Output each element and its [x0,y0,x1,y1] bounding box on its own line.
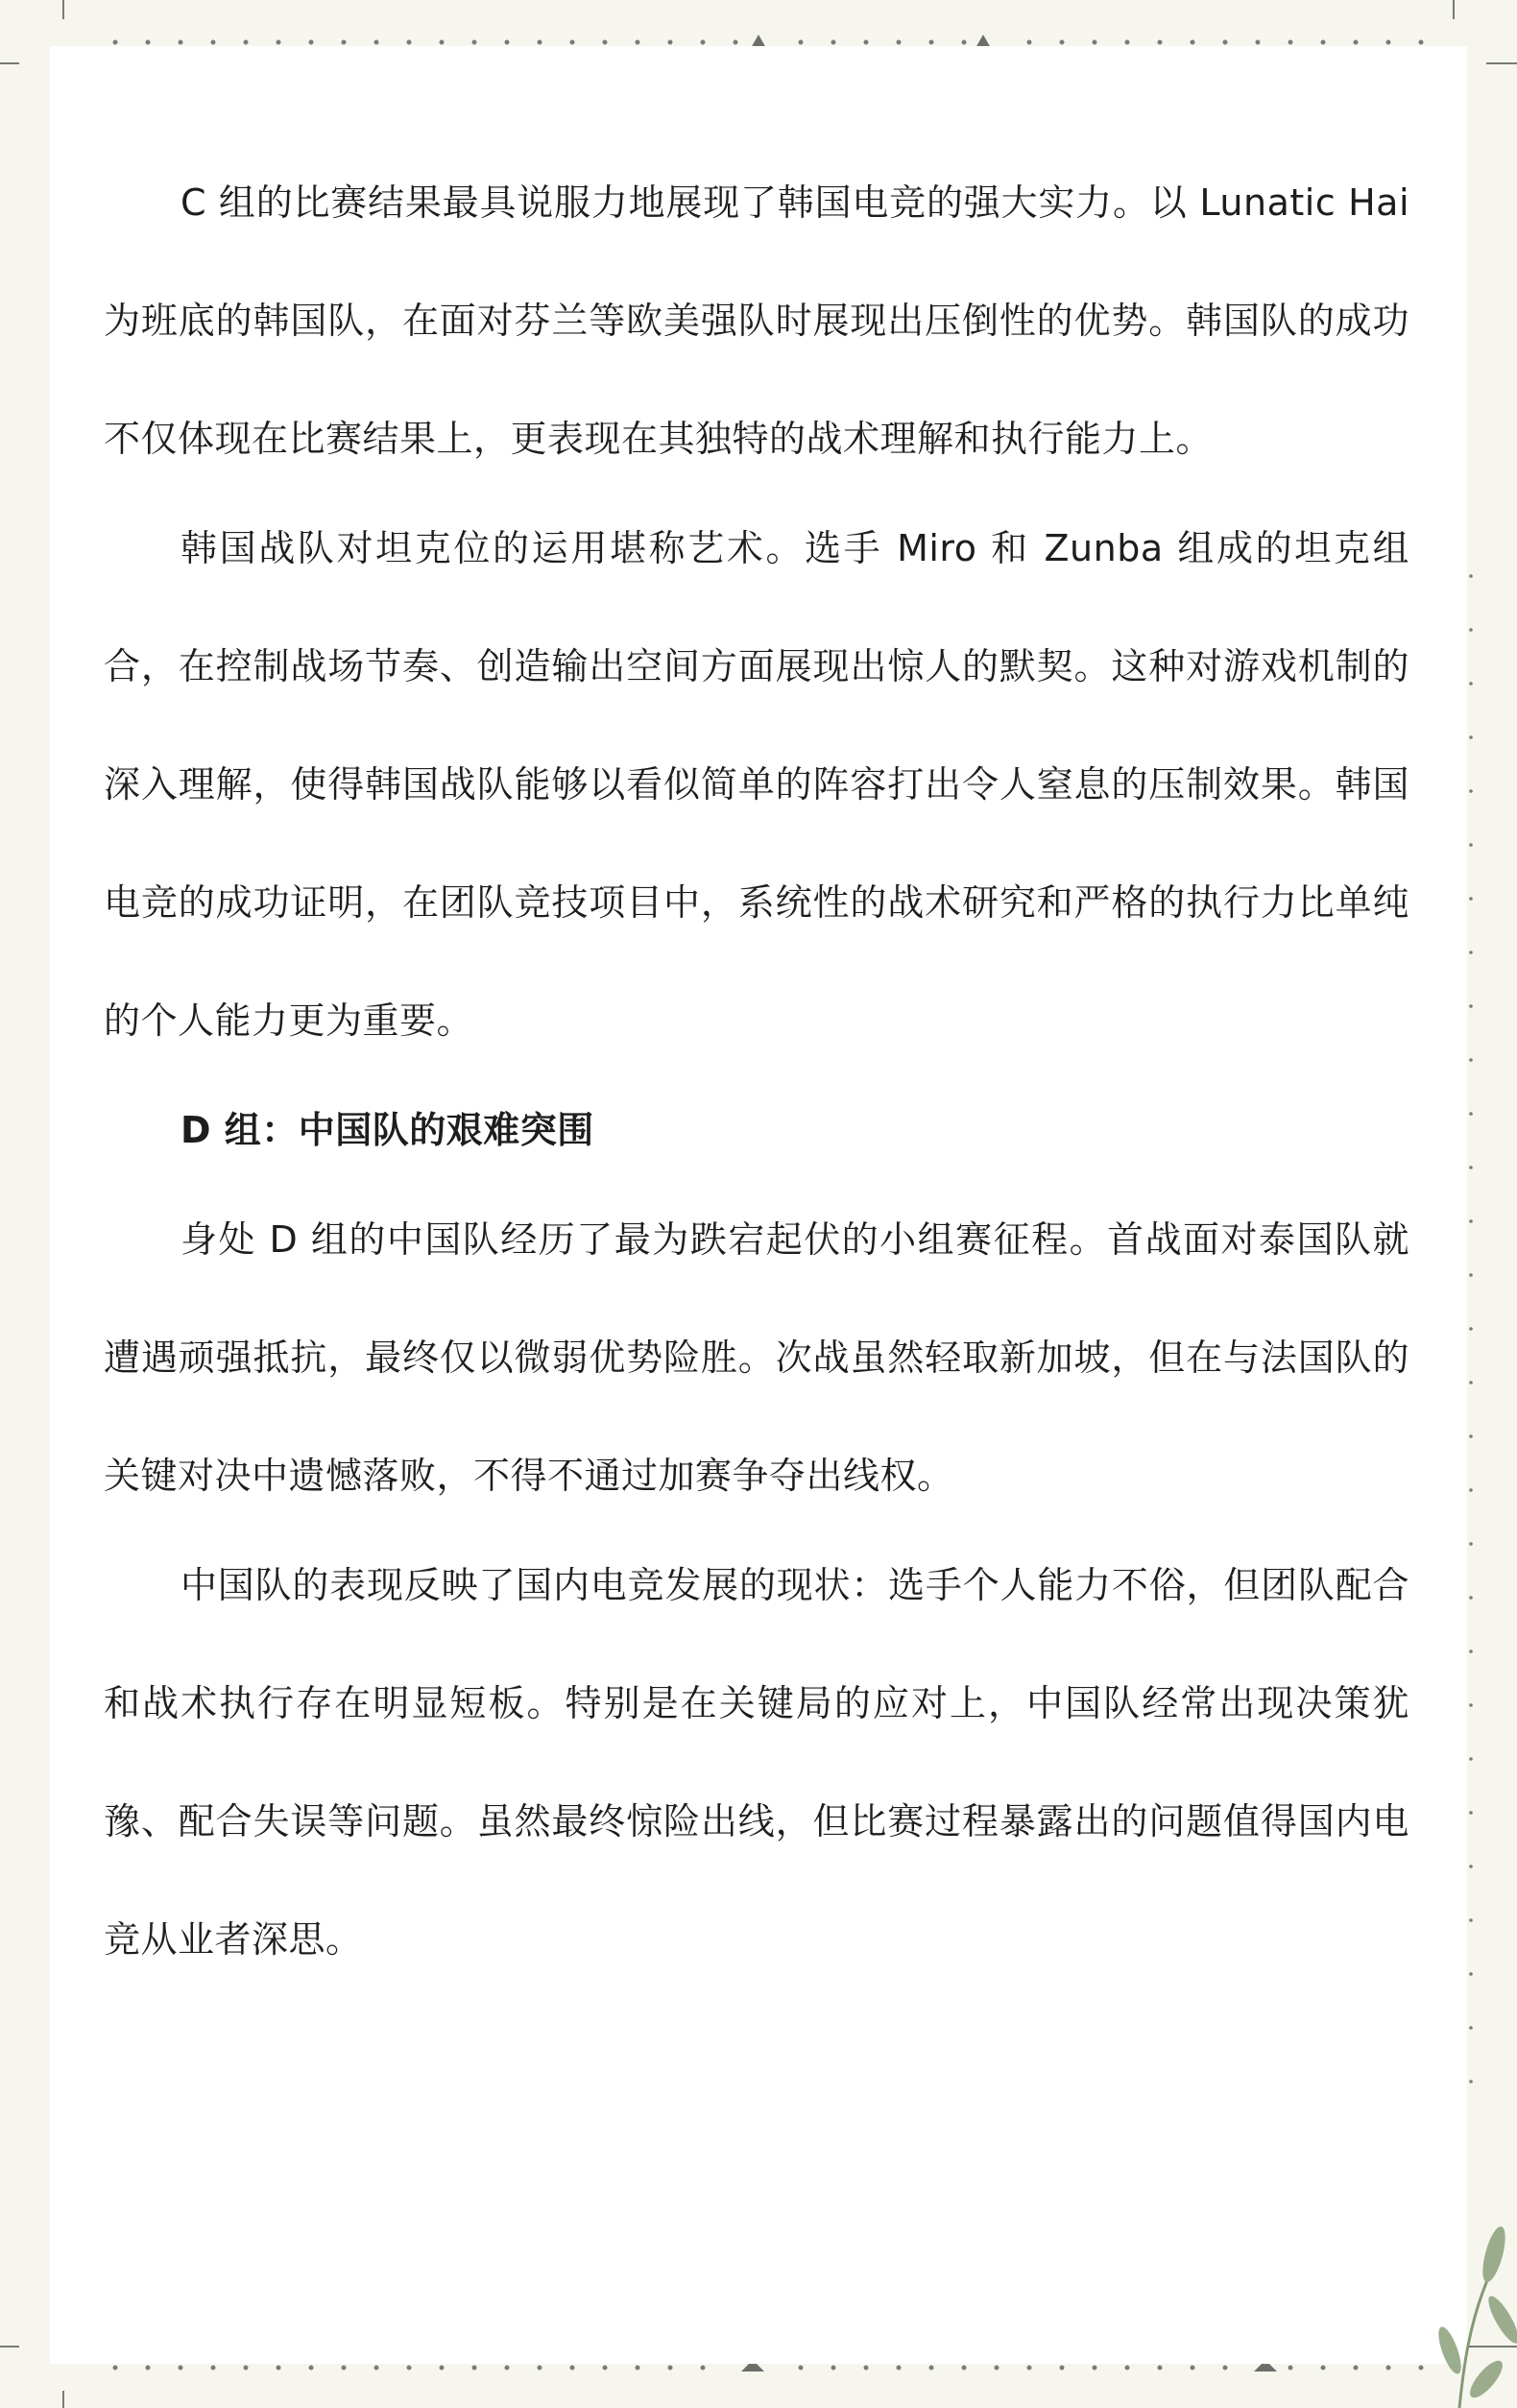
border-dot [277,2366,281,2371]
border-dot [1223,2366,1228,2371]
border-dot [1469,1703,1473,1707]
border-dot [1321,2366,1326,2371]
border-dot [538,40,542,45]
border-dot [472,2366,477,2371]
border-dot [146,40,151,45]
border-dot [1469,1381,1473,1385]
border-dot [1125,40,1130,45]
border-dot [472,40,477,45]
border-dot [374,2366,379,2371]
border-dot [1469,628,1473,632]
border-dot [179,2366,183,2371]
border-dot [799,2366,804,2371]
border-dot [1469,1166,1473,1169]
leaf-sprig-icon [1402,2216,1517,2408]
border-dot [1469,2026,1473,2030]
border-dot [1223,40,1228,45]
border-dot [309,2366,314,2371]
border-dot [1158,40,1163,45]
border-dot [440,2366,445,2371]
border-dot [668,40,673,45]
border-dot [211,2366,216,2371]
border-dot [1469,1918,1473,1922]
border-dot [1419,40,1424,45]
border-dot [1469,682,1473,686]
border-dot [1469,1757,1473,1761]
border-dot [1125,2366,1130,2371]
border-dot [1469,1058,1473,1062]
border-dot [113,40,118,45]
border-dot [1469,1649,1473,1653]
border-dot [603,2366,608,2371]
border-dot [1288,2366,1293,2371]
border-dot [113,2366,118,2371]
border-dot [407,40,412,45]
border-dot [1469,1488,1473,1492]
border-dot [864,40,869,45]
border-dot [1469,843,1473,847]
border-dot [929,40,934,45]
border-dot [1469,789,1473,793]
article-body [104,144,1409,1990]
border-dot [538,2366,542,2371]
border-dot [701,40,706,45]
border-dot [1288,40,1293,45]
border-dot [1469,1596,1473,1600]
border-dot [1158,2366,1163,2371]
border-dot [342,2366,347,2371]
border-dot [309,40,314,45]
border-dot [1354,2366,1359,2371]
border-dot [734,40,738,45]
border-dot [1191,40,1195,45]
border-dot [1469,735,1473,739]
border-dot [603,40,608,45]
border-dot [1469,1434,1473,1438]
border-dot [929,2366,934,2371]
border-dot [244,2366,249,2371]
border-dot [146,2366,151,2371]
border-dot [1469,1327,1473,1331]
border-dot [897,40,902,45]
border-dot [1093,40,1097,45]
paragraph: 身处 D 组的中国队经历了最为跌宕起伏的小组赛征程。首战面对泰国队就遭遇顽强抵抗，最终仅以微弱优势险胜。次战虽然轻取新加坡，但在与法国队的关键对决中遗憾落败，不得不通过加赛争夺出线权。 [104,1218,1409,1497]
border-dot [897,2366,902,2371]
border-dot [1027,40,1032,45]
paragraph: 韩国战队对坦克位的运用堪称艺术。选手 Miro 和 Zunba 组成的坦克组合，在控制战场节奏、创造输出空间方面展现出惊人的默契。这种对游戏机制的深入理解，使得韩国战队能够以看似简单的阵容打出令人窒息的压制效果。韩国电竞的成功证明，在团队竞技项目中，系统性的战术研究和严格的执行力比单纯的个人能力更为重要。 [104,527,1409,1042]
border-dot [1060,40,1065,45]
border-dot [831,40,836,45]
border-dot [1093,2366,1097,2371]
border-dot [1469,897,1473,901]
border-dot [570,2366,575,2371]
border-dot [995,2366,999,2371]
border-dot [1191,2366,1195,2371]
border-dot [1469,2080,1473,2083]
border-dot [1027,2366,1032,2371]
border-dot [864,2366,869,2371]
border-dot [701,2366,706,2371]
border-dot [1469,1004,1473,1008]
border-dot [668,2366,673,2371]
border-dot [440,40,445,45]
border-dot [1386,40,1391,45]
border-dot [1469,1865,1473,1868]
border-dot [962,40,967,45]
border-dot [799,40,804,45]
border-dot [1469,1112,1473,1116]
border-dot [211,40,216,45]
border-dot [374,40,379,45]
border-dot [179,40,183,45]
border-dot [1386,2366,1391,2371]
border-dot [831,2366,836,2371]
border-dot [277,40,281,45]
border-dot [1354,40,1359,45]
paragraph: 中国队的表现反映了国内电竞发展的现状：选手个人能力不俗，但团队配合和战术执行存在明显短板。特别是在关键局的应对上，中国队经常出现决策犹豫、配合失误等问题。虽然最终惊险出线，但比赛过程暴露出的问题值得国内电竞从业者深思。 [104,1564,1409,1961]
border-dot [1256,40,1261,45]
border-dot [505,2366,510,2371]
border-dot [636,2366,640,2371]
border-dot [244,40,249,45]
border-dot [407,2366,412,2371]
border-dot [1469,574,1473,578]
border-dot [1321,40,1326,45]
border-dot [1469,951,1473,954]
paragraph: C 组的比赛结果最具说服力地展现了韩国电竞的强大实力。以 Lunatic Hai 为班底的韩国队，在面对芬兰等欧美强队时展现出压倒性的优势。韩国队的成功不仅体现在比赛结果上，更表现在其独特的战术理解和执行能力上。 [104,181,1409,460]
border-dot [505,40,510,45]
border-dot [342,40,347,45]
border-dot [962,2366,967,2371]
border-dot [1469,1811,1473,1815]
section-heading: D 组：中国队的艰难突围 [181,1109,594,1151]
border-dot [1060,2366,1065,2371]
border-dot [1469,1273,1473,1277]
border-dot [636,40,640,45]
border-dot [1469,1219,1473,1223]
border-dot [1469,1542,1473,1546]
border-dot [570,40,575,45]
border-dot [1469,1972,1473,1976]
